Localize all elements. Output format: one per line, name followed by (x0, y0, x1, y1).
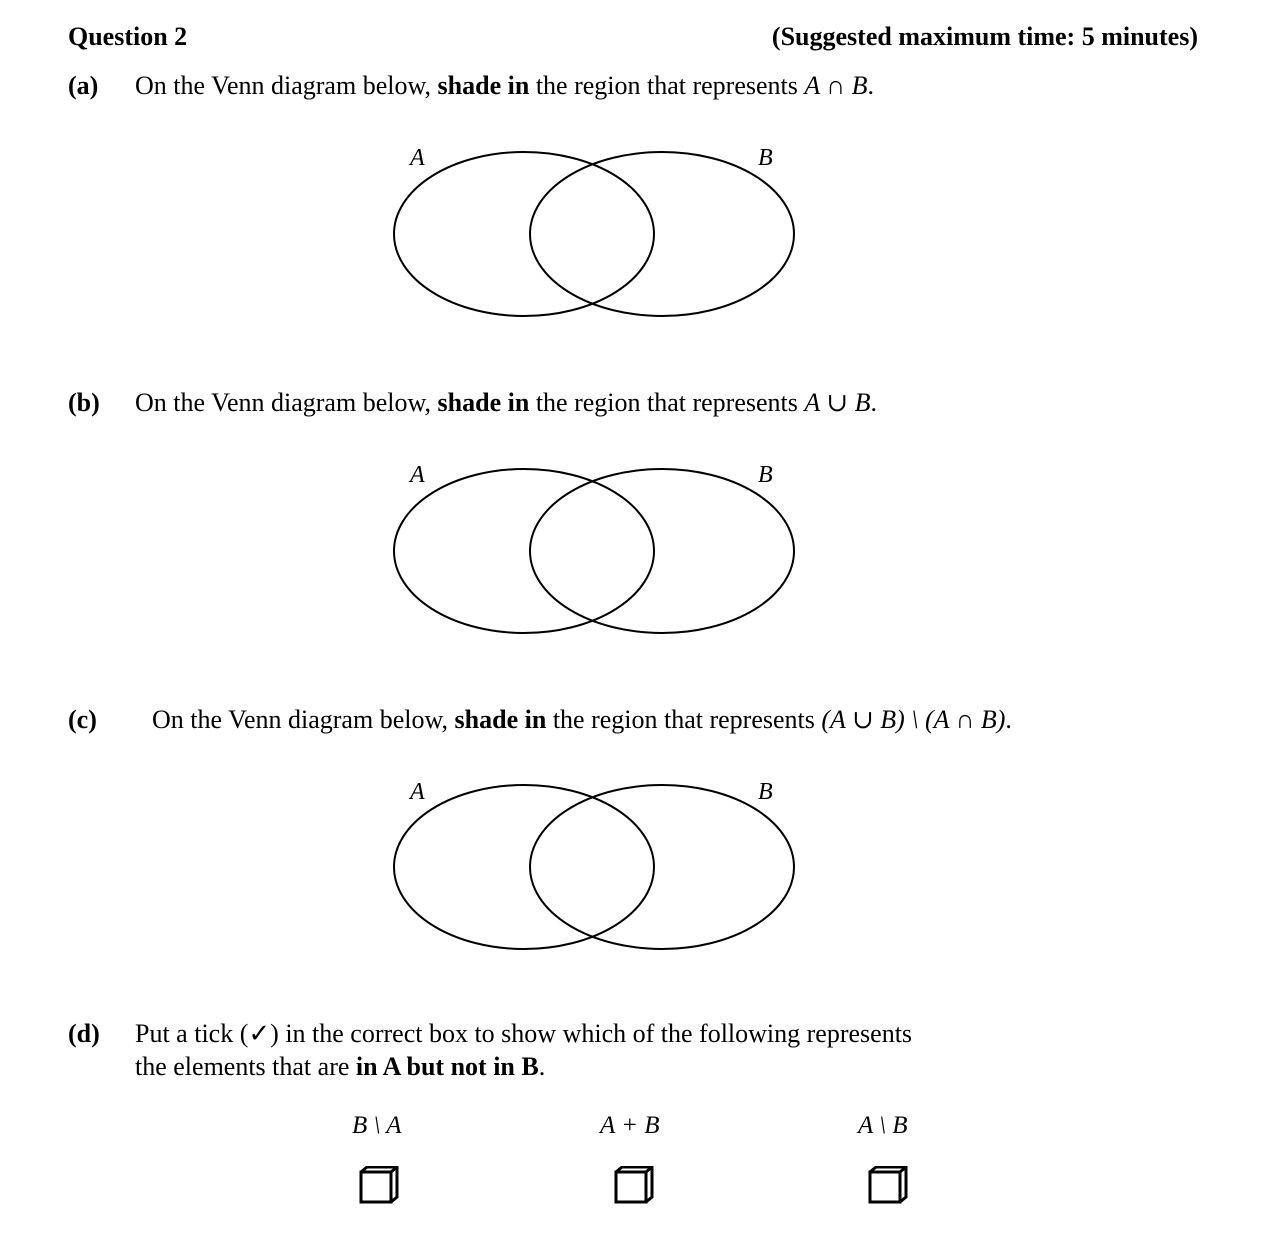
checkbox-icon (614, 1166, 654, 1206)
checkbox-b-minus-a[interactable] (359, 1166, 399, 1206)
venn-a-label-a: A (410, 145, 425, 171)
option-b-minus-a: B \ A (352, 1112, 402, 1139)
part-c-prefix: On the Venn diagram below, (152, 705, 449, 734)
part-b-expr: A ∪ B (804, 388, 871, 417)
part-d-line2-bold: in A but not in B (355, 1052, 539, 1081)
set-b-ellipse[interactable] (530, 152, 794, 316)
part-c-expr: (A ∪ B) \ (A ∩ B) (821, 705, 1006, 734)
part-a-bold: shade in (437, 71, 530, 100)
part-b-prefix: On the Venn diagram below, (135, 388, 432, 417)
part-a-end: . (867, 71, 874, 100)
checkbox-icon (868, 1166, 908, 1206)
part-d-label: (d) (68, 1019, 100, 1048)
part-a-expr: A ∩ B (804, 71, 868, 100)
part-d-line2-prefix: the elements that are (135, 1052, 350, 1081)
checkbox-icon (359, 1166, 399, 1206)
time-note: (Suggested maximum time: 5 minutes) (771, 22, 1198, 51)
checkbox-a-plus-b[interactable] (614, 1166, 654, 1206)
set-a-ellipse[interactable] (394, 785, 654, 949)
part-c-label: (c) (68, 705, 97, 734)
part-c-suffix: the region that represents (552, 705, 815, 734)
option-a-plus-b: A + B (600, 1112, 660, 1139)
set-a-ellipse[interactable] (394, 152, 654, 316)
venn-diagram-b[interactable] (380, 459, 810, 639)
part-c-question (152, 705, 1012, 735)
part-d-line2 (135, 1052, 545, 1082)
set-b-ellipse[interactable] (530, 469, 794, 633)
part-a-prefix: On the Venn diagram below, (135, 71, 432, 100)
set-b-ellipse[interactable] (530, 785, 794, 949)
part-b-bold: shade in (437, 388, 530, 417)
part-d-end: . (538, 1052, 546, 1081)
part-b-label: (b) (68, 388, 100, 417)
part-b-suffix: the region that represents (535, 388, 798, 417)
part-c-bold: shade in (454, 705, 547, 734)
part-c-end: . (1005, 705, 1012, 734)
checkbox-a-minus-b[interactable] (868, 1166, 908, 1206)
part-a-question (135, 71, 874, 101)
venn-c-label-b: B (758, 779, 773, 805)
part-d-line1: Put a tick (✓) in the correct box to show which of the following represents (135, 1019, 913, 1048)
venn-c-label-a: A (410, 779, 425, 805)
part-a-label: (a) (68, 71, 99, 100)
part-a-suffix: the region that represents (535, 71, 798, 100)
venn-diagram-a[interactable] (380, 142, 810, 322)
set-a-ellipse[interactable] (394, 469, 654, 633)
venn-a-label-b: B (758, 145, 773, 171)
question-title: Question 2 (68, 22, 188, 51)
option-a-minus-b: A \ B (858, 1112, 908, 1139)
venn-b-label-b: B (758, 462, 773, 488)
part-b-end: . (870, 388, 877, 417)
part-b-question (135, 388, 877, 418)
venn-diagram-c[interactable] (380, 776, 810, 956)
venn-b-label-a: A (410, 462, 425, 488)
